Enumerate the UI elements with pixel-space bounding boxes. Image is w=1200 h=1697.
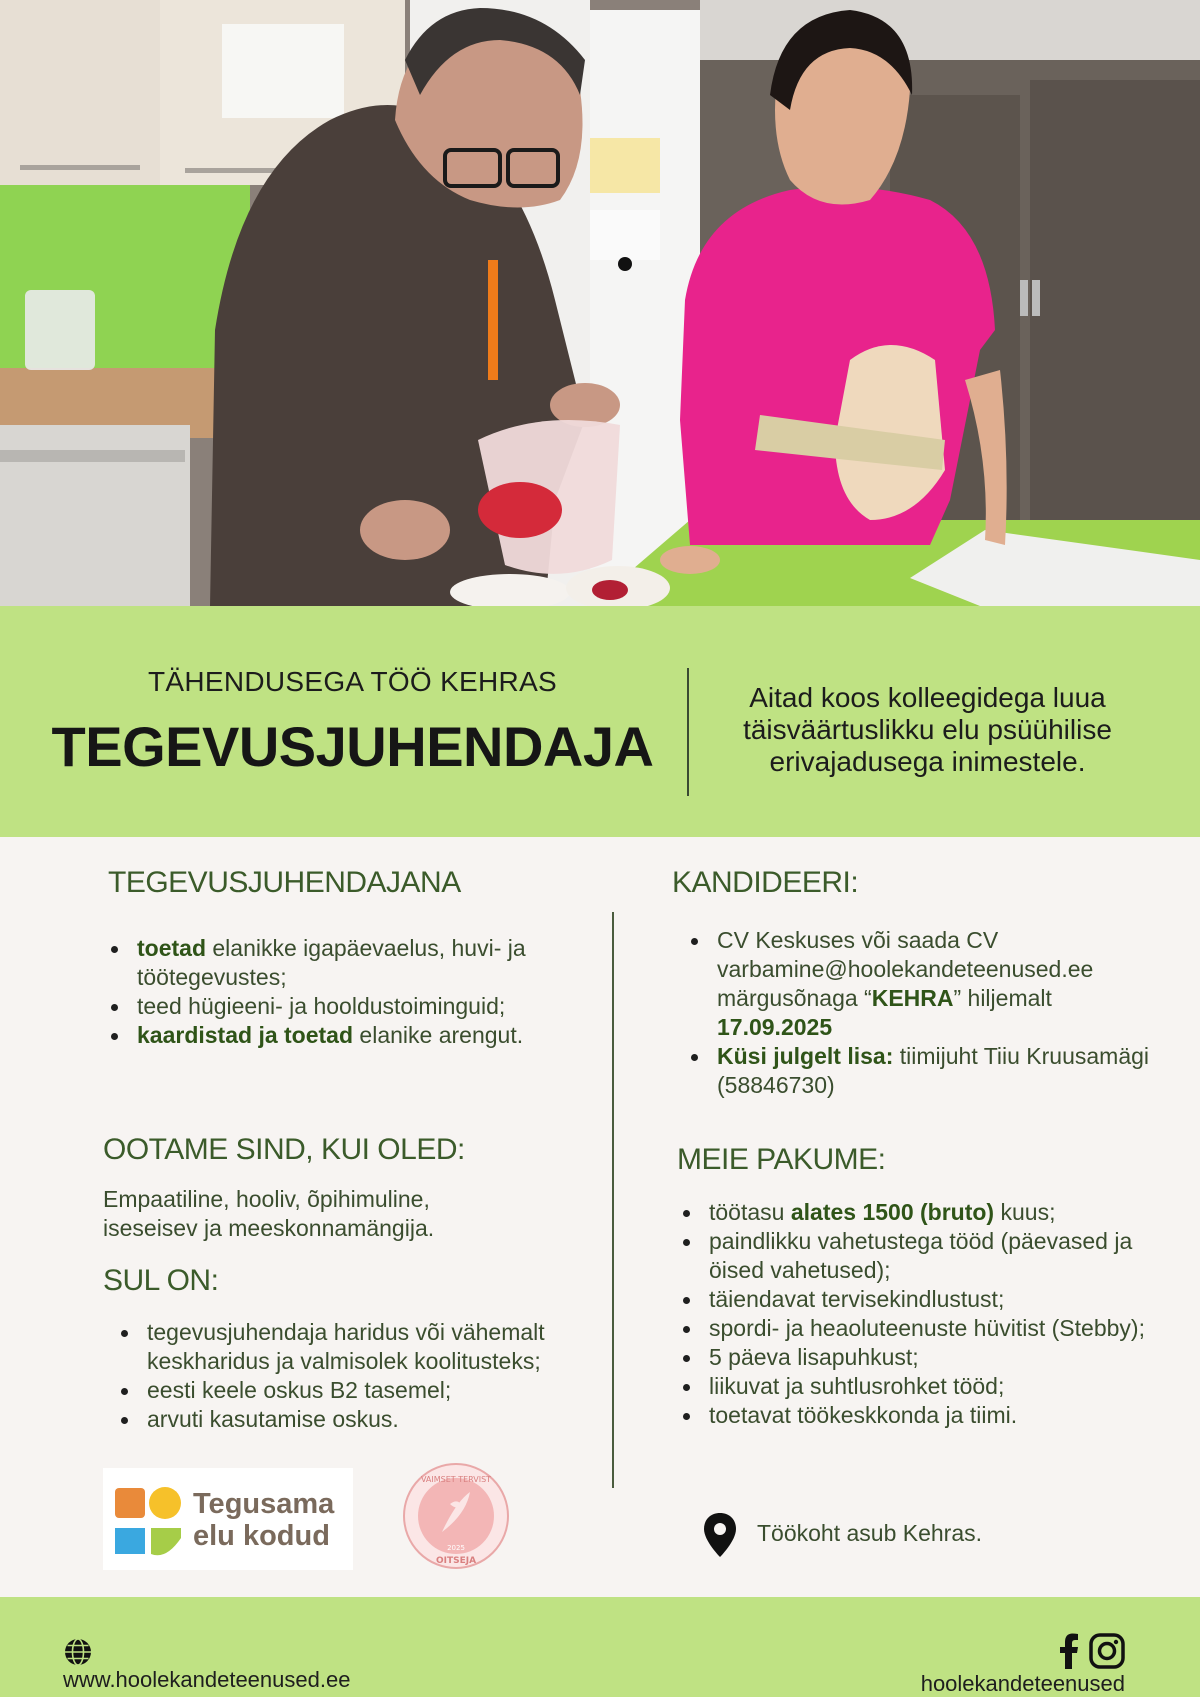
tegusama-logo xyxy=(103,1468,353,1570)
social-handle[interactable]: hoolekandeteenused xyxy=(920,1671,1125,1696)
apply-text-3: ” hiljemalt xyxy=(953,985,1052,1011)
duties-list xyxy=(105,934,565,1050)
tagline: Aitad koos kolleegidega luua täisväärtuslikku elu psüühilise erivajadusega inimestele. xyxy=(743,682,1112,777)
contact-text: tiimijuht Tiiu Kruusamägi (58846730) xyxy=(717,1043,1150,1098)
website-link[interactable]: www.hoolekandeteenused.ee xyxy=(63,1667,351,1692)
list-item-bold: kaardistad ja toetad xyxy=(137,1022,354,1048)
logo-wordmark xyxy=(193,1488,334,1552)
apply-deadline: 17.09.2025 xyxy=(717,1014,833,1040)
headline-band xyxy=(0,606,1200,837)
apply-text-2: märgusõnaga “ xyxy=(717,985,872,1011)
job-title: TEGEVUSJUHENDAJA xyxy=(51,715,654,778)
apply-code: KEHRA xyxy=(871,985,954,1011)
map-pin-icon xyxy=(702,1512,738,1558)
have-list xyxy=(115,1318,585,1434)
have-heading: SUL ON: xyxy=(103,1264,219,1297)
list-item xyxy=(105,992,565,1021)
hero-photo xyxy=(0,0,1200,606)
logo-line-1: Tegusama xyxy=(193,1488,335,1520)
column-divider xyxy=(612,912,614,1488)
list-item xyxy=(105,1021,565,1050)
globe-icon xyxy=(63,1637,93,1667)
list-item: täiendavat tervisekindlustust; xyxy=(677,1285,1147,1314)
location-text: Töökoht asub Kehras. xyxy=(757,1520,983,1546)
list-item: toetavat töökeskkonda ja tiimi. xyxy=(677,1401,1147,1430)
mental-health-seal-icon xyxy=(402,1462,510,1570)
list-item-text: elanikke igapäevaelus, huvi- ja töötegevustes; xyxy=(137,935,526,990)
expect-text: Empaatiline, hooliv, õpihimuline, iseseisev ja meeskonnamängija. xyxy=(103,1186,435,1241)
facebook-icon[interactable] xyxy=(1058,1633,1080,1669)
list-item: töötasu alates 1500 (bruto) kuus; xyxy=(677,1198,1147,1227)
list-item: paindlikku vahetustega tööd (päevased ja öised vahetused); xyxy=(677,1227,1147,1285)
seal-year: 2025 xyxy=(447,1544,465,1552)
seal-top-text: VAIMSET TERVIST xyxy=(420,1475,492,1484)
expect-heading: OOTAME SIND, KUI OLED: xyxy=(103,1133,465,1166)
headline-divider xyxy=(687,668,689,796)
list-item-text: elanike arengut. xyxy=(353,1022,524,1048)
apply-list xyxy=(685,926,1165,1100)
list-item xyxy=(105,934,565,992)
list-item: spordi- ja heaoluteenuste hüvitist (Stebby); xyxy=(677,1314,1147,1343)
duties-heading: TEGEVUSJUHENDAJANA xyxy=(108,866,461,899)
tegusama-logo-mark-icon xyxy=(113,1484,185,1556)
list-item xyxy=(685,1042,1165,1100)
list-item-text: teed hügieeni- ja hooldustoiminguid; xyxy=(137,993,506,1019)
logo-line-2: elu kodud xyxy=(193,1520,330,1552)
instagram-icon[interactable] xyxy=(1089,1633,1125,1669)
list-item xyxy=(685,926,1165,1042)
apply-text-1: CV Keskuses või saada CV xyxy=(717,927,999,953)
offer-heading: MEIE PAKUME: xyxy=(677,1143,886,1176)
offer-list xyxy=(677,1198,1147,1430)
apply-email[interactable]: varbamine@hoolekandeteenused.ee xyxy=(717,956,1094,982)
list-item-bold: toetad xyxy=(137,935,206,961)
list-item: tegevusjuhendaja haridus või vähemalt keskharidus ja valmisolek koolitusteks; xyxy=(115,1318,585,1376)
contact-label: Küsi julgelt lisa: xyxy=(717,1043,894,1069)
apply-heading: KANDIDEERI: xyxy=(672,866,859,899)
footer xyxy=(0,1597,1200,1697)
list-item: arvuti kasutamise oskus. xyxy=(115,1405,585,1434)
kitchen-scene-illustration xyxy=(0,0,1200,606)
seal-bottom-text: OITSEJA xyxy=(435,1556,477,1566)
list-item: 5 päeva lisapuhkust; xyxy=(677,1343,1147,1372)
list-item: liikuvat ja suhtlusrohket tööd; xyxy=(677,1372,1147,1401)
kicker-text: TÄHENDUSEGA TÖÖ KEHRAS xyxy=(147,666,558,697)
list-item: eesti keele oskus B2 tasemel; xyxy=(115,1376,585,1405)
